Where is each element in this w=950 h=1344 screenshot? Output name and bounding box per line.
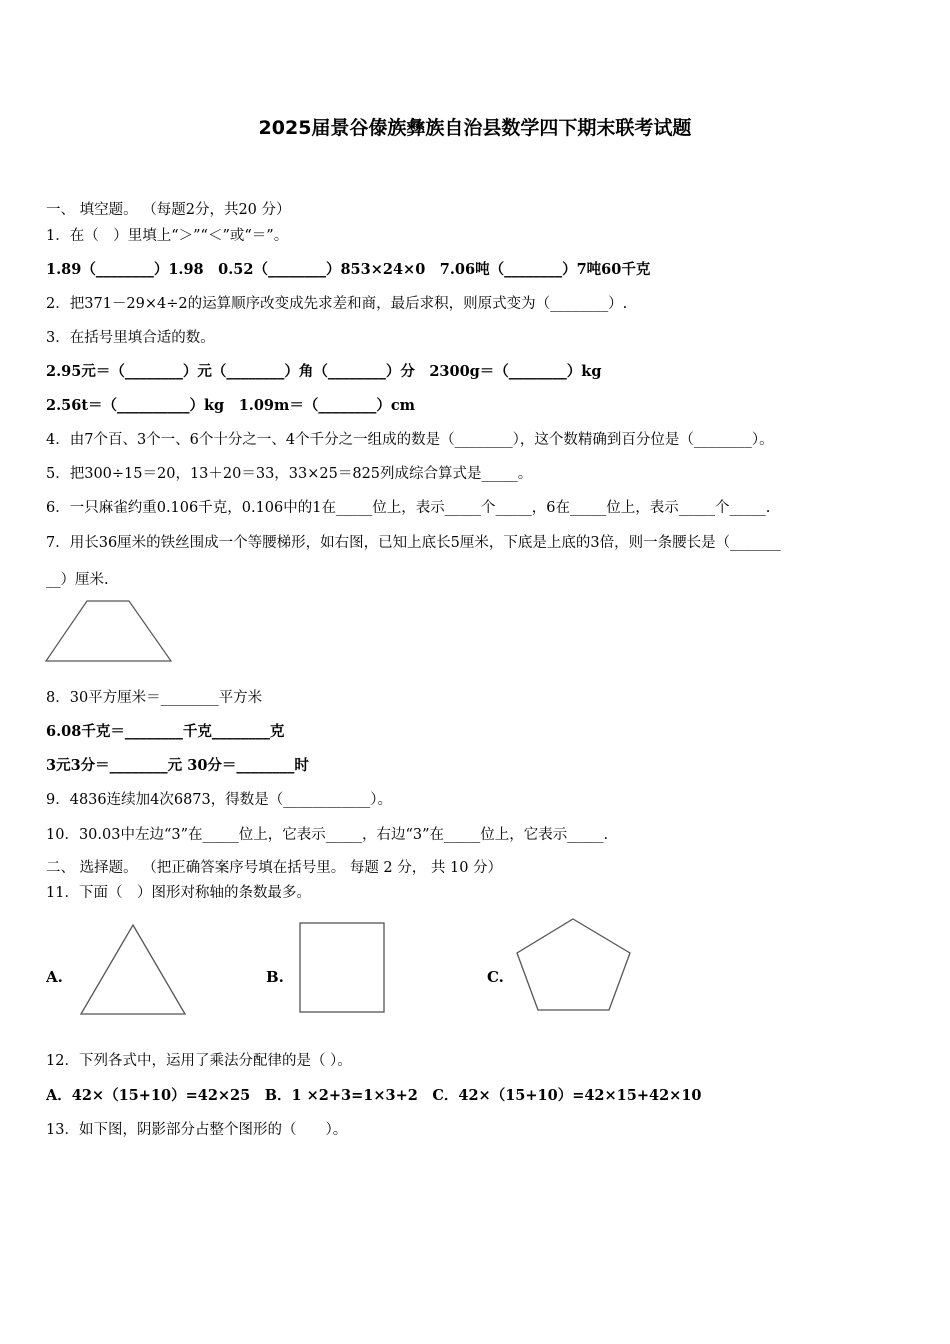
rectangle-figure bbox=[297, 920, 387, 1015]
option-a-label: A. bbox=[46, 968, 63, 986]
trapezoid-figure bbox=[44, 598, 174, 664]
option-b-label: B. bbox=[266, 968, 284, 986]
triangle-figure bbox=[78, 922, 188, 1017]
question-12-options: A．42×（15+10）=42×25 B．1 ×2+3=1×3+2 C．42×（15+10）=42×15+42×10 bbox=[46, 1087, 702, 1104]
page-title: 2025届景谷傣族彝族自治县数学四下期末联考试题 bbox=[258, 117, 692, 139]
question-4: 4．由7个百、3个一、6个十分之一、4个千分之一组成的数是（________），这个数精确到百分位是（________）。 bbox=[46, 432, 774, 448]
question-13: 13．如下图，阴影部分占整个图形的（ ）。 bbox=[46, 1122, 348, 1138]
question-2: 2．把371－29×4÷2的运算顺序改变成先求差和商，最后求积，则原式变为（________）. bbox=[46, 296, 628, 312]
question-1-items: 1.89（________）1.98 0.52（________）853×24×0 7.06吨（________）7吨60千克 bbox=[46, 261, 651, 278]
question-3-line-2: 2.56t＝（__________）kg 1.09m＝（________）cm bbox=[46, 397, 416, 414]
option-c-label: C. bbox=[487, 968, 504, 986]
isosceles-trapezoid-shape bbox=[46, 601, 171, 661]
question-7-line-1: 7．用长36厘米的铁丝围成一个等腰梯形，如右图，已知上底长5厘米，下底是上底的3倍，则一条腰长是（_______ bbox=[46, 535, 781, 551]
pentagon-figure bbox=[514, 916, 634, 1014]
section-heading-fill-blank: 一、 填空题。 （每题2分，共20 分） bbox=[46, 202, 291, 218]
question-6: 6．一只麻雀约重0.106千克，0.106中的1在_____位上，表示_____个_____，6在_____位上，表示_____个_____. bbox=[46, 500, 771, 516]
question-11: 11．下面（ ）图形对称轴的条数最多。 bbox=[46, 885, 311, 901]
question-8-line-1: 8．30平方厘米＝________平方米 bbox=[46, 690, 263, 706]
question-8-line-2: 6.08千克＝________千克________克 bbox=[46, 723, 285, 740]
question-10: 10．30.03中左边“3”在_____位上，它表示_____，右边“3”在_____位上，它表示_____. bbox=[46, 827, 609, 843]
question-8-line-3: 3元3分＝________元 30分＝________时 bbox=[46, 757, 309, 774]
section-heading-multiple-choice: 二、 选择题。 （把正确答案序号填在括号里。 每题 2 分， 共 10 分） bbox=[46, 860, 503, 876]
question-9: 9．4836连续加4次6873，得数是（____________）。 bbox=[46, 792, 393, 808]
question-7-line-2: __）厘米. bbox=[46, 572, 109, 588]
question-3: 3．在括号里填合适的数。 bbox=[46, 330, 215, 346]
regular-pentagon-shape bbox=[517, 919, 630, 1010]
question-1: 1．在（ ）里填上“＞”“＜”或“＝”。 bbox=[46, 228, 289, 244]
question-5: 5．把300÷15＝20，13＋20＝33，33×25＝825列成综合算式是_____。 bbox=[46, 466, 533, 482]
question-12: 12．下列各式中，运用了乘法分配律的是（ ）。 bbox=[46, 1053, 352, 1069]
equilateral-triangle-shape bbox=[81, 925, 185, 1014]
question-3-line-1: 2.95元＝（________）元（________）角（________）分 2300g＝（________）kg bbox=[46, 363, 602, 380]
rectangle-shape bbox=[300, 923, 384, 1012]
